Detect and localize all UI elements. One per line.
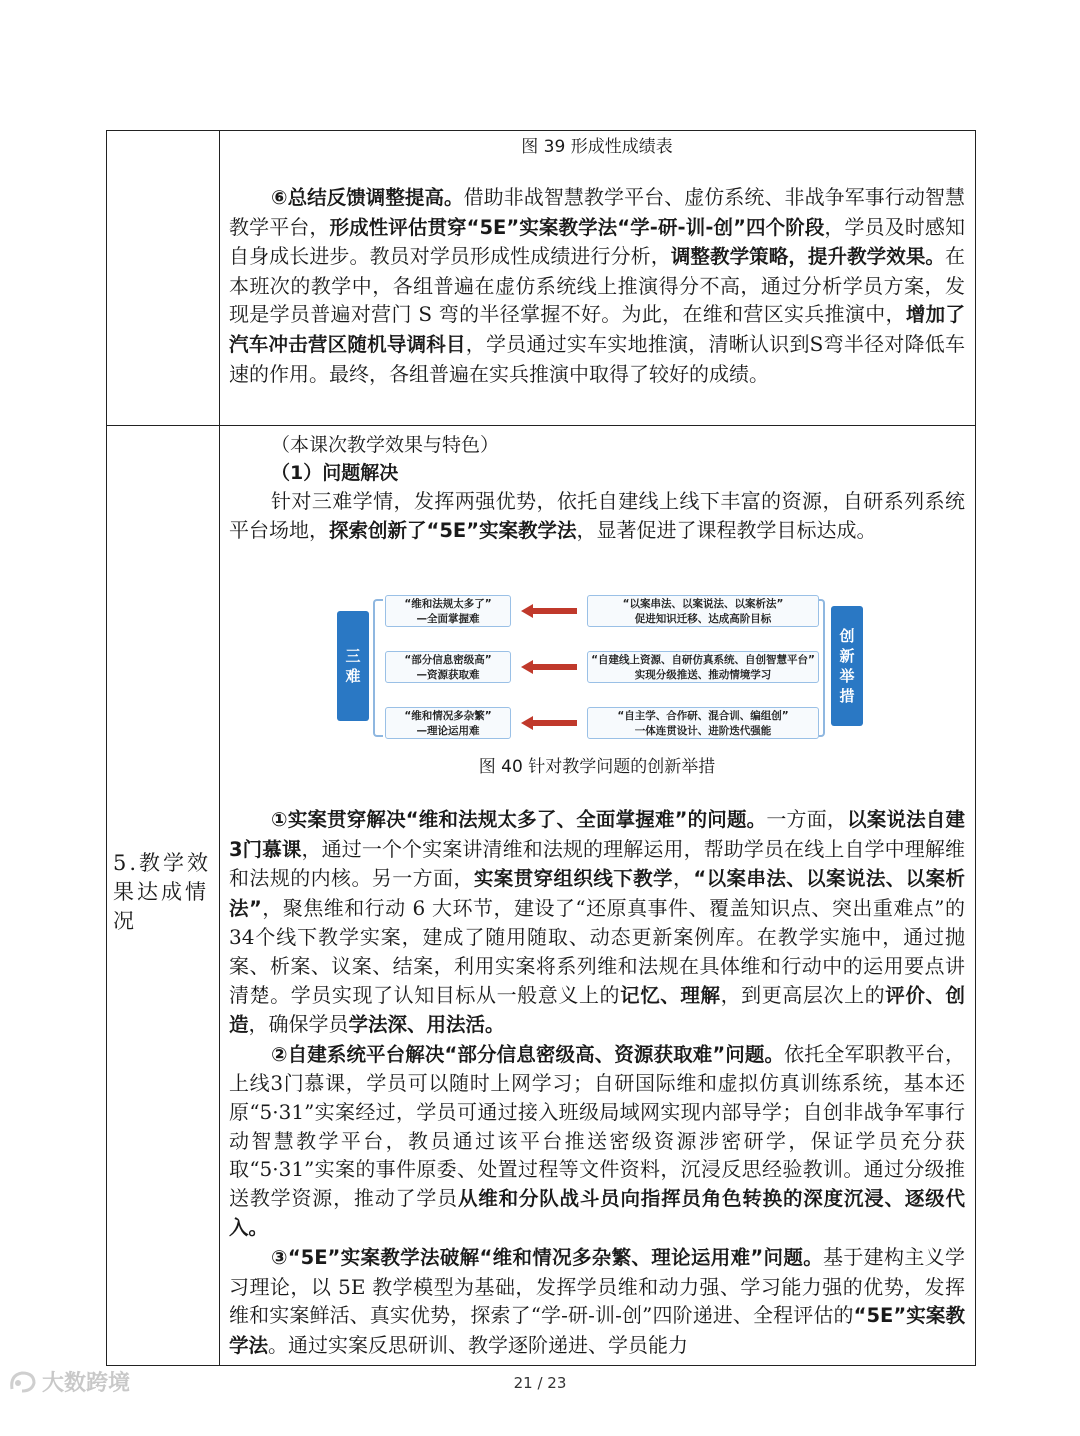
difficulty-box-3: “维和情况多杂繁” —理论运用难 (385, 707, 511, 739)
column-divider (219, 131, 220, 1365)
row2-cell-continued (229, 753, 965, 1360)
solution-paragraph-3: ③“5E”实案教学法破解“维和情况多杂繁、理论运用难”问题。基于建构主义学习理论，以 5E 教学模型为基础，发挥学员维和动力强、学习能力强的优势，发挥维和实案鲜活、真实优势，探索了“学-研-训-创”四阶递进、全程评估的“5E”实案教学法。通过实案反思研训、教学逐阶递进、学员能力 (229, 1244, 965, 1357)
row1-cell (229, 133, 965, 388)
solution-paragraph-1: ①实案贯穿解决“维和法规太多了、全面掌握难”的问题。一方面，以案说法自建3门慕课，通过一个个实案讲清维和法规的理解运用，帮助学员在线上自学中理解维和法规的内核。另一方面，实案贯穿组织线下教学，“以案串法、以案说法、以案析法”，聚焦维和行动 6 大环节，建设了“还原真事件、覆盖知识点、突出重难点”的34个线下教学实案，建成了随用随取、动态更新案例库。在教学实施中，通过抛案、析案、议案、结案，利用实案将系列维和法规在具体维和行动中的运用要点讲清楚。学员实现了认知目标从一般意义上的记忆、理解，到更高层次上的评价、创造，确保学员学法深、用法活。 (229, 807, 966, 1037)
measure-box-2: “自建线上资源、自研仿真系统、自创智慧平台” 实现分级推送、推动情境学习 (587, 651, 819, 683)
intro-paragraph: 针对三难学情，发挥两强优势，依托自建线上线下丰富的资源，自研系列系统平台场地，探索创新了“5E”实案教学法，显著促进了课程教学目标达成。 (229, 489, 965, 542)
measure-box-3: “自主学、合作研、混合训、编组创” 一体连贯设计、进阶迭代强能 (587, 707, 819, 739)
row2-cell (229, 431, 965, 545)
difficulty-box-1: “维和法规太多了” —全面掌握难 (385, 595, 511, 627)
summary-feedback-paragraph: ⑥总结反馈调整提高。借助非战智慧教学平台、虚仿系统、非战争军事行动智慧教学平台，形成性评估贯穿“5E”实案教学法“学-研-训-创”四个阶段，学员及时感知自身成长进步。教员对学员形成性成绩进行分析，调整教学策略，提升教学效果。在本班次的教学中，各组普遍在虚仿系统线上推演得分不高，通过分析学员方案，发现是学员普遍对营门 S 弯的半径掌握不好。为此，在维和营区实兵推演中，增加了汽车冲击营区随机导调科目，学员通过实车实地推演，清晰认识到S弯半径对降低车速的作用。最终，各组普遍在实兵推演中取得了较好的成绩。 (229, 185, 966, 386)
page-number: 21 / 23 (513, 1374, 567, 1392)
left-bracket (373, 599, 383, 737)
solution-paragraph-2: ②自建系统平台解决“部分信息密级高、资源获取难”问题。依托全军职教平台，上线3门慕课，学员可以随时上网学习；自研国际维和虚拟仿真训练系统，基本还原“5·31”实案经过，学员可通过接入班级局域网实现内部导学；自创非战争军事行动智慧教学平台，教员通过该平台推送密级资源涉密研学，保证学员充分获取“5·31”实案的事件原委、处置过程等文件资料，沉浸反思经验教训。通过分级推送教学资源，推动了学员从维和分队战斗员向指挥员角色转换的深度沉浸、逐级代入。 (229, 1041, 965, 1240)
row-divider (107, 425, 975, 426)
watermark: 大数跨境 (8, 1366, 130, 1397)
arrow-left-icon (521, 604, 577, 618)
content-table (106, 130, 976, 1366)
row-label-teaching-effect: 5.教学效果达成情况 (113, 851, 212, 933)
figure-40-diagram (333, 581, 859, 751)
arrow-left-icon (521, 660, 577, 674)
figure-39-caption: 图 39 形成性成绩表 (521, 137, 673, 157)
innovation-measures-label: 创 新 举 措 (831, 606, 863, 726)
section-heading: （本课次教学效果与特色） (271, 434, 500, 456)
measure-box-1: “以案串法、以案说法、以案析法” 促进知识迁移、达成高阶目标 (587, 595, 819, 627)
subsection-problem-solving: （1）问题解决 (271, 462, 399, 484)
three-difficulties-label: 三 难 (337, 611, 369, 721)
difficulty-box-2: “部分信息密级高” —资源获取难 (385, 651, 511, 683)
figure-40-caption: 图 40 针对教学问题的创新举措 (478, 757, 716, 777)
arrow-left-icon (521, 716, 577, 730)
